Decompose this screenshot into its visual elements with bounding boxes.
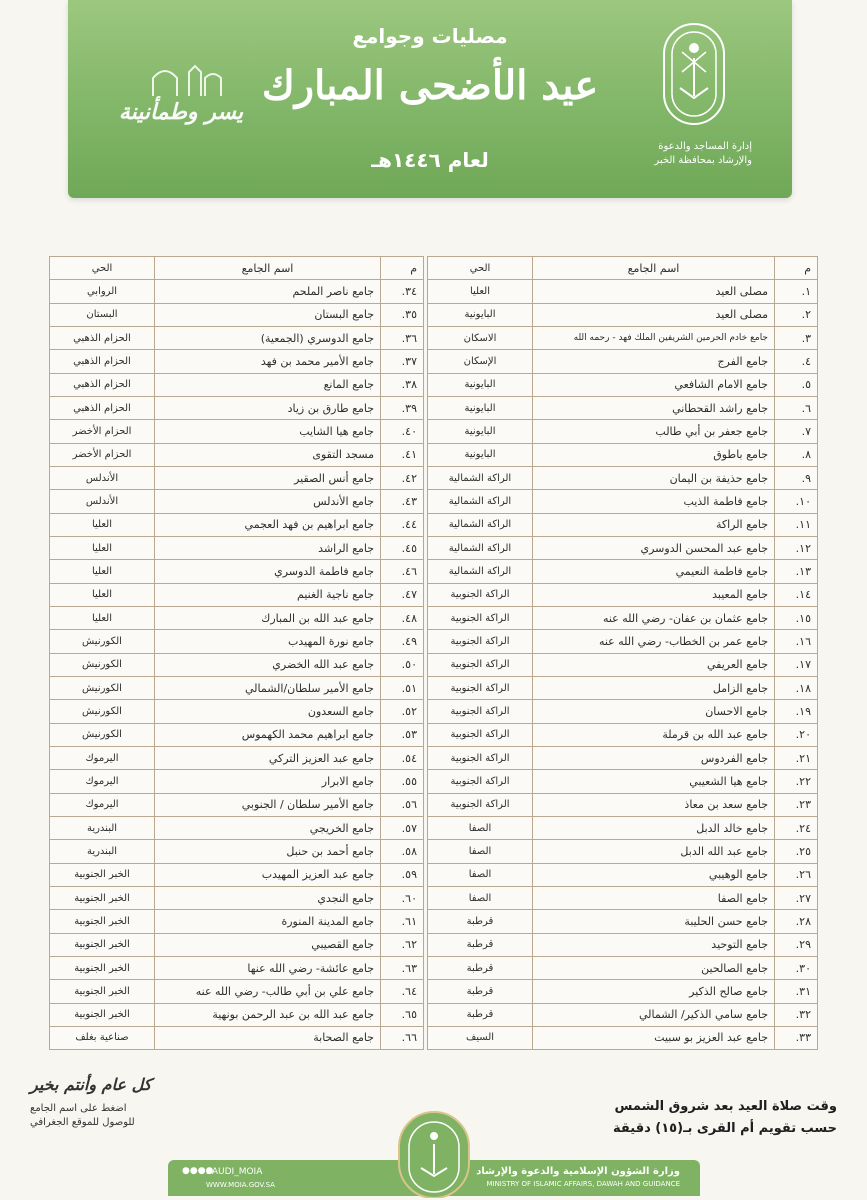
- district-name: الراكة الجنوبية: [428, 583, 533, 606]
- district-name: العليا: [50, 536, 155, 559]
- mosque-name-link[interactable]: جامع راشد القحطاني: [533, 396, 775, 419]
- district-name: الخبر الجنوبية: [50, 886, 155, 909]
- row-number: ٤.: [775, 350, 818, 373]
- table-header-row: [50, 257, 424, 280]
- mosque-name-link[interactable]: جامع سعد بن معاذ: [533, 793, 775, 816]
- column-header-name: اسم الجامع: [155, 257, 381, 280]
- mosque-name-link[interactable]: جامع المانع: [155, 373, 381, 396]
- table-row[interactable]: [428, 700, 818, 723]
- slogan-text: يسر وطمأنينة: [118, 100, 244, 125]
- district-name: الخبر الجنوبية: [50, 910, 155, 933]
- row-number: ٣٦.: [381, 326, 424, 349]
- district-name: الأندلس: [50, 490, 155, 513]
- district-name: الأندلس: [50, 466, 155, 489]
- mosque-name-link[interactable]: جامع خالد الدبل: [533, 816, 775, 839]
- column-header-district: الحي: [50, 257, 155, 280]
- row-number: ٢٥.: [775, 840, 818, 863]
- row-number: ٥٧.: [381, 816, 424, 839]
- district-name: الحزام الذهبي: [50, 373, 155, 396]
- table-row[interactable]: [50, 793, 424, 816]
- column-header-number: م: [775, 257, 818, 280]
- table-row[interactable]: [428, 793, 818, 816]
- district-name: الكورنيش: [50, 630, 155, 653]
- table-row[interactable]: [50, 373, 424, 396]
- row-number: ٦٣.: [381, 956, 424, 979]
- mosque-name-link[interactable]: جامع الأندلس: [155, 490, 381, 513]
- header-subtitle: مصليات وجوامع: [352, 24, 508, 48]
- table-row[interactable]: [428, 326, 818, 349]
- mosque-name-link[interactable]: جامع الأمير محمد بن فهد: [155, 350, 381, 373]
- row-number: ٥٨.: [381, 840, 424, 863]
- mosque-name-link[interactable]: مسجد التقوى: [155, 443, 381, 466]
- mosque-name-link[interactable]: مصلى العيد: [533, 303, 775, 326]
- district-name: صناعية بغلف: [50, 1026, 155, 1049]
- mosque-name-link[interactable]: جامع ناصر الملحم: [155, 280, 381, 303]
- row-number: ٩.: [775, 466, 818, 489]
- table-row[interactable]: [50, 536, 424, 559]
- row-number: ٤٠.: [381, 420, 424, 443]
- mosque-name-link[interactable]: جامع أنس الصقير: [155, 466, 381, 489]
- mosque-name-link[interactable]: جامع عبد العزيز المهيدب: [155, 863, 381, 886]
- mosque-name-link[interactable]: جامع الفردوس: [533, 746, 775, 769]
- row-number: ٣٧.: [381, 350, 424, 373]
- mosque-dome-icon: [143, 62, 223, 96]
- table-row[interactable]: [428, 816, 818, 839]
- row-number: ٥٣.: [381, 723, 424, 746]
- row-number: ٣٥.: [381, 303, 424, 326]
- row-number: ٦٠.: [381, 886, 424, 909]
- table-row[interactable]: [50, 723, 424, 746]
- mosque-name-link[interactable]: جامع الابرار: [155, 770, 381, 793]
- mosque-name-link[interactable]: جامع فاطمة الذيب: [533, 490, 775, 513]
- mosque-name-link[interactable]: جامع الراشد: [155, 536, 381, 559]
- district-name: الراكة الشمالية: [428, 490, 533, 513]
- district-name: الراكة الجنوبية: [428, 723, 533, 746]
- district-name: الراكة الشمالية: [428, 560, 533, 583]
- mosque-name-link[interactable]: جامع الأمير سلطان/الشمالي: [155, 676, 381, 699]
- mosque-name-link[interactable]: جامع التوحيد: [533, 933, 775, 956]
- table-row[interactable]: [50, 280, 424, 303]
- table-row[interactable]: [50, 420, 424, 443]
- table-row[interactable]: [50, 653, 424, 676]
- mosque-name-link[interactable]: جامع باطوق: [533, 443, 775, 466]
- row-number: ٥٢.: [381, 700, 424, 723]
- header-year: لعام ١٤٤٦هـ: [371, 148, 489, 172]
- mosque-name-link[interactable]: جامع المعيبد: [533, 583, 775, 606]
- district-name: قرطبة: [428, 910, 533, 933]
- social-handle[interactable]: SAUDI_MOIA: [206, 1167, 263, 1177]
- ministry-name-en: MINISTRY OF ISLAMIC AFFAIRS, DAWAH AND GUIDANCE: [486, 1180, 680, 1188]
- table-row[interactable]: [428, 980, 818, 1003]
- table-row[interactable]: [50, 443, 424, 466]
- district-name: الصفا: [428, 840, 533, 863]
- district-name: الراكة الجنوبية: [428, 630, 533, 653]
- table-row[interactable]: [428, 583, 818, 606]
- district-name: البستان: [50, 303, 155, 326]
- row-number: ٥٩.: [381, 863, 424, 886]
- table-row[interactable]: [428, 396, 818, 419]
- district-name: الراكة الجنوبية: [428, 653, 533, 676]
- row-number: ٤٣.: [381, 490, 424, 513]
- mosques-table-left: [49, 256, 424, 1050]
- ministry-emblem-icon: [656, 18, 732, 136]
- social-icons[interactable]: ●●●●: [182, 1166, 214, 1176]
- district-name: قرطبة: [428, 980, 533, 1003]
- mosque-name-link[interactable]: جامع الأمير سلطان / الجنوبي: [155, 793, 381, 816]
- table-row[interactable]: [428, 770, 818, 793]
- row-number: ١٥.: [775, 606, 818, 629]
- table-row[interactable]: [428, 443, 818, 466]
- map-hint-line2: للوصول للموقع الجغرافي: [30, 1117, 135, 1128]
- district-name: الراكة الجنوبية: [428, 746, 533, 769]
- district-name: قرطبة: [428, 933, 533, 956]
- table-row[interactable]: [428, 863, 818, 886]
- ministry-name-ar: وزارة الشؤون الإسلامية والدعوة والإرشاد: [476, 1166, 680, 1177]
- district-name: الحزام الأخضر: [50, 443, 155, 466]
- mosque-name-link[interactable]: جامع الخريجي: [155, 816, 381, 839]
- table-row[interactable]: [50, 840, 424, 863]
- district-name: الكورنيش: [50, 700, 155, 723]
- mosque-name-link[interactable]: جامع عبد العزيز التركي: [155, 746, 381, 769]
- row-number: ١.: [775, 280, 818, 303]
- district-name: الاسكان: [428, 326, 533, 349]
- table-row[interactable]: [428, 746, 818, 769]
- table-row[interactable]: [50, 606, 424, 629]
- row-number: ٦١.: [381, 910, 424, 933]
- table-row[interactable]: [428, 956, 818, 979]
- table-row[interactable]: [428, 723, 818, 746]
- district-name: العليا: [50, 560, 155, 583]
- table-row[interactable]: [50, 513, 424, 536]
- mosque-name-link[interactable]: جامع ابراهيم بن فهد العجمي: [155, 513, 381, 536]
- district-name: اليرموك: [50, 770, 155, 793]
- mosque-name-link[interactable]: جامع علي بن أبي طالب- رضي الله عنه: [155, 980, 381, 1003]
- district-name: الكورنيش: [50, 723, 155, 746]
- row-number: ١٠.: [775, 490, 818, 513]
- table-row[interactable]: [428, 466, 818, 489]
- mosque-name-link[interactable]: جامع عثمان بن عفان- رضي الله عنه: [533, 606, 775, 629]
- row-number: ١٨.: [775, 676, 818, 699]
- mosque-name-link[interactable]: جامع ناجية الغنيم: [155, 583, 381, 606]
- table-row[interactable]: [428, 536, 818, 559]
- row-number: ٣٣.: [775, 1026, 818, 1049]
- district-name: الحزام الذهبي: [50, 350, 155, 373]
- district-name: الكورنيش: [50, 653, 155, 676]
- row-number: ١٧.: [775, 653, 818, 676]
- mosque-name-link[interactable]: جامع القصيبي: [155, 933, 381, 956]
- mosque-name-link[interactable]: جامع خادم الحرمين الشريفين الملك فهد - رحمه الله: [533, 326, 775, 349]
- row-number: ٣٢.: [775, 1003, 818, 1026]
- district-name: العليا: [50, 606, 155, 629]
- row-number: ٤٧.: [381, 583, 424, 606]
- prayer-time-line2: حسب تقويم أم القرى بـ(١٥) دقيقة: [613, 1121, 837, 1136]
- table-row[interactable]: [50, 466, 424, 489]
- district-name: العليا: [50, 583, 155, 606]
- table-row[interactable]: [50, 933, 424, 956]
- row-number: ٢٨.: [775, 910, 818, 933]
- mosque-name-link[interactable]: جامع هيا الشايب: [155, 420, 381, 443]
- row-number: ٢.: [775, 303, 818, 326]
- map-hint: [30, 1075, 152, 1130]
- district-name: الصفا: [428, 886, 533, 909]
- mosque-name-link[interactable]: جامع النجدي: [155, 886, 381, 909]
- department-name: إدارة المساجد والدعوة والإرشاد بمحافظة الخبر: [654, 141, 752, 166]
- row-number: ٤٥.: [381, 536, 424, 559]
- greeting-signature: كل عام وأنتم بخير: [30, 1075, 152, 1094]
- district-name: البايونية: [428, 420, 533, 443]
- row-number: ٥١.: [381, 676, 424, 699]
- district-name: الحزام الذهبي: [50, 396, 155, 419]
- table-row[interactable]: [428, 840, 818, 863]
- row-number: ١٢.: [775, 536, 818, 559]
- mosque-name-link[interactable]: جامع عبد العزيز بو سبيت: [533, 1026, 775, 1049]
- row-number: ١٤.: [775, 583, 818, 606]
- header-title: عيد الأضحى المبارك: [261, 62, 599, 109]
- mosque-name-link[interactable]: جامع أحمد بن حنبل: [155, 840, 381, 863]
- district-name: الخبر الجنوبية: [50, 933, 155, 956]
- district-name: الراكة الشمالية: [428, 536, 533, 559]
- table-row[interactable]: [50, 746, 424, 769]
- row-number: ٥٤.: [381, 746, 424, 769]
- table-row[interactable]: [50, 956, 424, 979]
- district-name: العليا: [428, 280, 533, 303]
- mosque-name-link[interactable]: جامع طارق بن زياد: [155, 396, 381, 419]
- mosque-name-link[interactable]: جامع فاطمة النعيمي: [533, 560, 775, 583]
- table-row[interactable]: [428, 606, 818, 629]
- district-name: اليرموك: [50, 793, 155, 816]
- row-number: ٥٠.: [381, 653, 424, 676]
- district-name: الحزام الأخضر: [50, 420, 155, 443]
- table-row[interactable]: [428, 350, 818, 373]
- mosque-name-link[interactable]: جامع العريفي: [533, 653, 775, 676]
- table-row[interactable]: [50, 980, 424, 1003]
- row-number: ٤٩.: [381, 630, 424, 653]
- district-name: الراكة الشمالية: [428, 466, 533, 489]
- district-name: العليا: [50, 513, 155, 536]
- row-number: ١٦.: [775, 630, 818, 653]
- table-row[interactable]: [50, 560, 424, 583]
- column-header-number: م: [381, 257, 424, 280]
- row-number: ٢٦.: [775, 863, 818, 886]
- table-row[interactable]: [50, 886, 424, 909]
- table-row[interactable]: [428, 420, 818, 443]
- mosque-name-link[interactable]: جامع عبد الله الخضري: [155, 653, 381, 676]
- mosque-name-link[interactable]: جامع عبد الله الدبل: [533, 840, 775, 863]
- table-row[interactable]: [428, 303, 818, 326]
- row-number: ١١.: [775, 513, 818, 536]
- table-row[interactable]: [428, 1026, 818, 1049]
- row-number: ٢١.: [775, 746, 818, 769]
- row-number: ٢٠.: [775, 723, 818, 746]
- row-number: ٤٢.: [381, 466, 424, 489]
- mosque-name-link[interactable]: جامع هيا الشعيبي: [533, 770, 775, 793]
- district-name: الراكة الشمالية: [428, 513, 533, 536]
- district-name: اليرموك: [50, 746, 155, 769]
- prayer-time-line1: وقت صلاة العيد بعد شروق الشمس: [614, 1099, 837, 1114]
- table-row[interactable]: [428, 490, 818, 513]
- mosque-name-link[interactable]: جامع الاحسان: [533, 700, 775, 723]
- table-row[interactable]: [50, 1003, 424, 1026]
- table-row[interactable]: [50, 630, 424, 653]
- district-name: البندرية: [50, 816, 155, 839]
- row-number: ٣٠.: [775, 956, 818, 979]
- row-number: ٢٤.: [775, 816, 818, 839]
- district-name: الصفا: [428, 863, 533, 886]
- row-number: ٥٥.: [381, 770, 424, 793]
- row-number: ٣١.: [775, 980, 818, 1003]
- mosque-name-link[interactable]: جامع عمر بن الخطاب- رضي الله عنه: [533, 630, 775, 653]
- row-number: ٨.: [775, 443, 818, 466]
- mosque-name-link[interactable]: جامع جعفر بن أبي طالب: [533, 420, 775, 443]
- table-row[interactable]: [50, 396, 424, 419]
- column-header-district: الحي: [428, 257, 533, 280]
- mosque-name-link[interactable]: جامع الراكة: [533, 513, 775, 536]
- mosque-name-link[interactable]: جامع الزامل: [533, 676, 775, 699]
- table-row[interactable]: [428, 676, 818, 699]
- row-number: ٣.: [775, 326, 818, 349]
- row-number: ٢٧.: [775, 886, 818, 909]
- district-name: قرطبة: [428, 1003, 533, 1026]
- mosque-name-link[interactable]: جامع الفرج: [533, 350, 775, 373]
- mosque-name-link[interactable]: جامع عبد الله بن قرملة: [533, 723, 775, 746]
- mosque-name-link[interactable]: جامع الدوسري (الجمعية): [155, 326, 381, 349]
- district-name: الإسكان: [428, 350, 533, 373]
- mosque-name-link[interactable]: جامع البستان: [155, 303, 381, 326]
- mosque-name-link[interactable]: جامع الصفا: [533, 886, 775, 909]
- row-number: ٦٦.: [381, 1026, 424, 1049]
- mosque-name-link[interactable]: جامع الصحابة: [155, 1026, 381, 1049]
- district-name: الراكة الجنوبية: [428, 793, 533, 816]
- prayer-time-note: [613, 1096, 837, 1140]
- header-banner: [68, 0, 792, 198]
- mosque-name-link[interactable]: جامع ابراهيم محمد الكهموس: [155, 723, 381, 746]
- mosque-name-link[interactable]: جامع الوهيبي: [533, 863, 775, 886]
- row-number: ٣٩.: [381, 396, 424, 419]
- row-number: ٤١.: [381, 443, 424, 466]
- website-link[interactable]: WWW.MOIA.GOV.SA: [206, 1181, 275, 1189]
- table-row[interactable]: [50, 326, 424, 349]
- mosque-name-link[interactable]: جامع الصالحين: [533, 956, 775, 979]
- mosque-name-link[interactable]: جامع حذيفة بن اليمان: [533, 466, 775, 489]
- table-row[interactable]: [428, 910, 818, 933]
- row-number: ٦٥.: [381, 1003, 424, 1026]
- district-name: البايونية: [428, 303, 533, 326]
- district-name: البايونية: [428, 373, 533, 396]
- district-name: الصفا: [428, 816, 533, 839]
- table-row[interactable]: [428, 373, 818, 396]
- table-row[interactable]: [50, 700, 424, 723]
- row-number: ٦٤.: [381, 980, 424, 1003]
- mosque-name-link[interactable]: جامع نورة المهيدب: [155, 630, 381, 653]
- district-name: الراكة الجنوبية: [428, 676, 533, 699]
- table-header-row: [428, 257, 818, 280]
- mosque-name-link[interactable]: جامع عبد الله بن عبد الرحمن بونهية: [155, 1003, 381, 1026]
- district-name: الراكة الجنوبية: [428, 700, 533, 723]
- district-name: الخبر الجنوبية: [50, 1003, 155, 1026]
- row-number: ٤٨.: [381, 606, 424, 629]
- district-name: الخبر الجنوبية: [50, 863, 155, 886]
- table-row[interactable]: [428, 886, 818, 909]
- table-row[interactable]: [50, 676, 424, 699]
- district-name: البايونية: [428, 396, 533, 419]
- table-row[interactable]: [428, 1003, 818, 1026]
- district-name: الخبر الجنوبية: [50, 980, 155, 1003]
- table-row[interactable]: [428, 933, 818, 956]
- mosque-name-link[interactable]: جامع فاطمة الدوسري: [155, 560, 381, 583]
- row-number: ٣٨.: [381, 373, 424, 396]
- table-row[interactable]: [428, 630, 818, 653]
- table-row[interactable]: [50, 490, 424, 513]
- mosque-name-link[interactable]: جامع سامي الذكير/ الشمالي: [533, 1003, 775, 1026]
- row-number: ٤٤.: [381, 513, 424, 536]
- table-row[interactable]: [50, 303, 424, 326]
- row-number: ٧.: [775, 420, 818, 443]
- district-name: الخبر الجنوبية: [50, 956, 155, 979]
- row-number: ٣٤.: [381, 280, 424, 303]
- table-row[interactable]: [50, 863, 424, 886]
- row-number: ٦.: [775, 396, 818, 419]
- district-name: البايونية: [428, 443, 533, 466]
- mosque-name-link[interactable]: جامع الامام الشافعي: [533, 373, 775, 396]
- table-row[interactable]: [50, 770, 424, 793]
- mosque-name-link[interactable]: جامع المدينة المنورة: [155, 910, 381, 933]
- district-name: الكورنيش: [50, 676, 155, 699]
- table-row[interactable]: [50, 583, 424, 606]
- mosque-name-link[interactable]: جامع عبد المحسن الدوسري: [533, 536, 775, 559]
- table-row[interactable]: [50, 1026, 424, 1049]
- row-number: ١٩.: [775, 700, 818, 723]
- mosque-name-link[interactable]: جامع عبد الله بن المبارك: [155, 606, 381, 629]
- table-row[interactable]: [428, 280, 818, 303]
- mosque-name-link[interactable]: جامع حسن الحليبة: [533, 910, 775, 933]
- district-name: الراكة الجنوبية: [428, 770, 533, 793]
- table-row[interactable]: [428, 653, 818, 676]
- mosque-name-link[interactable]: مصلى العيد: [533, 280, 775, 303]
- row-number: ٥٦.: [381, 793, 424, 816]
- row-number: ٥.: [775, 373, 818, 396]
- row-number: ١٣.: [775, 560, 818, 583]
- table-row[interactable]: [50, 910, 424, 933]
- mosque-name-link[interactable]: جامع السعدون: [155, 700, 381, 723]
- table-row[interactable]: [50, 816, 424, 839]
- ministry-emblem-footer-icon: [395, 1108, 473, 1198]
- district-name: قرطبة: [428, 956, 533, 979]
- row-number: ٢٣.: [775, 793, 818, 816]
- row-number: ٢٩.: [775, 933, 818, 956]
- mosques-table-right: [427, 256, 818, 1050]
- mosque-name-link[interactable]: جامع عائشة- رضي الله عنها: [155, 956, 381, 979]
- row-number: ٤٦.: [381, 560, 424, 583]
- row-number: ٢٢.: [775, 770, 818, 793]
- row-number: ٦٢.: [381, 933, 424, 956]
- table-row[interactable]: [428, 513, 818, 536]
- mosque-name-link[interactable]: جامع صالح الذكير: [533, 980, 775, 1003]
- district-name: الراكة الجنوبية: [428, 606, 533, 629]
- table-row[interactable]: [50, 350, 424, 373]
- district-name: الروابي: [50, 280, 155, 303]
- district-name: الحزام الذهبي: [50, 326, 155, 349]
- column-header-name: اسم الجامع: [533, 257, 775, 280]
- district-name: السيف: [428, 1026, 533, 1049]
- map-hint-line1: اضغط على اسم الجامع: [30, 1103, 127, 1114]
- district-name: البندرية: [50, 840, 155, 863]
- table-row[interactable]: [428, 560, 818, 583]
